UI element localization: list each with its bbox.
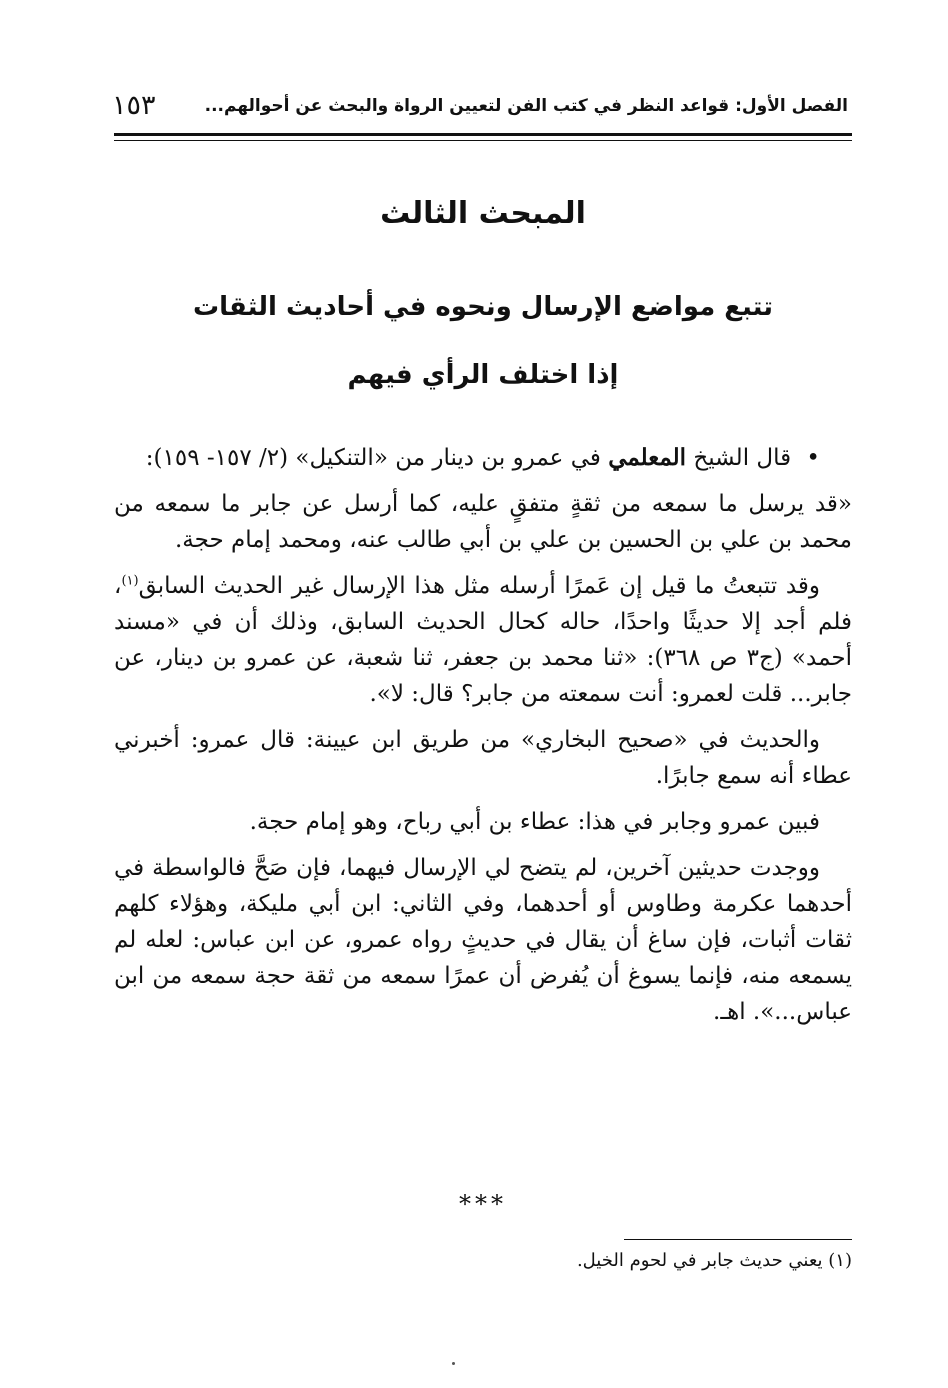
- paragraph-tracing: [114, 568, 852, 712]
- scholar-name: المعلمي: [608, 444, 687, 471]
- paragraph-quote-start: «قد يرسل ما سمعه من ثقةٍ متفقٍ عليه، كما أرسل عن جابر ما سمعه من محمد بن علي بن الحسين بن علي بن أبي طالب عنه، ومحمد إمام حجة.: [114, 491, 852, 553]
- paragraph-tracing-a: وقد تتبعتُ ما قيل إن عَمرًا أرسله مثل هذا الإرسال غير الحديث السابق: [138, 573, 820, 599]
- subtitle-line-2: إذا اختلف الرأي فيهم: [347, 360, 619, 390]
- scan-speck: [452, 1362, 455, 1365]
- section-title: المبحث الثالث: [380, 196, 586, 231]
- footnote: (١) يعني حديث جابر في لحوم الخيل.: [576, 1250, 852, 1271]
- body-text: [114, 440, 852, 1030]
- bullet-icon: •: [806, 445, 820, 471]
- running-header-title: الفصل الأول: قواعد النظر في كتب الفن لتعيين الرواة والبحث عن أحوالهم...: [204, 96, 848, 116]
- paragraph-tracing-b: ، فلم أجد إلا حديثًا واحدًا، حاله كحال الحديث السابق، وذلك أن في «مسند أحمد» (ج٣ ص ٣٦٨): «ثنا محمد بن جعفر، ثنا شعبة، عن عمرو بن دينار، عن جابر... قلت لعمرو: أنت سمعته من جابر؟ قال: لا».: [114, 573, 852, 707]
- page-number: ١٥٣: [112, 90, 156, 121]
- header-rule-thick: [114, 133, 852, 136]
- subtitle-line-1: تتبع مواضع الإرسال ونحوه في أحاديث الثقات: [193, 292, 773, 322]
- footnote-rule: [624, 1239, 852, 1240]
- intro-before-name: قال الشيخ: [693, 445, 792, 471]
- paragraph-ata: فبين عمرو وجابر في هذا: عطاء بن أبي رباح، وهو إمام حجة.: [249, 809, 820, 835]
- paragraph-bukhari: والحديث في «صحيح البخاري» من طريق ابن عيينة: قال عمرو: أخبرني عطاء أنه سمع جابرًا.: [114, 727, 852, 789]
- intro-after-name: في عمرو بن دينار من «التنكيل» (٢/ ١٥٧- ١٥٩):: [145, 445, 601, 471]
- section-separator: ***: [459, 1190, 507, 1218]
- footnote-ref[interactable]: (١): [121, 573, 139, 589]
- intro-line: [114, 440, 852, 476]
- header-rule-thin: [114, 140, 852, 141]
- paragraph-two-hadiths: ووجدت حديثين آخرين، لم يتضح لي الإرسال فيهما، فإن صَحَّ فالواسطة في أحدهما عكرمة وطاوس أو أحدهما، وفي الثاني: ابن أبي مليكة، وهؤلاء كلهم ثقات أثبات، فإن ساغ أن يقال في حديثٍ رواه عمرو، عن ابن عباس: لعله لم يسمعه منه، فإنما يسوغ أن يُفرض أن عمرًا سمعه من ثقة حجة سمعه من ابن عباس...». اهـ.: [114, 855, 852, 1025]
